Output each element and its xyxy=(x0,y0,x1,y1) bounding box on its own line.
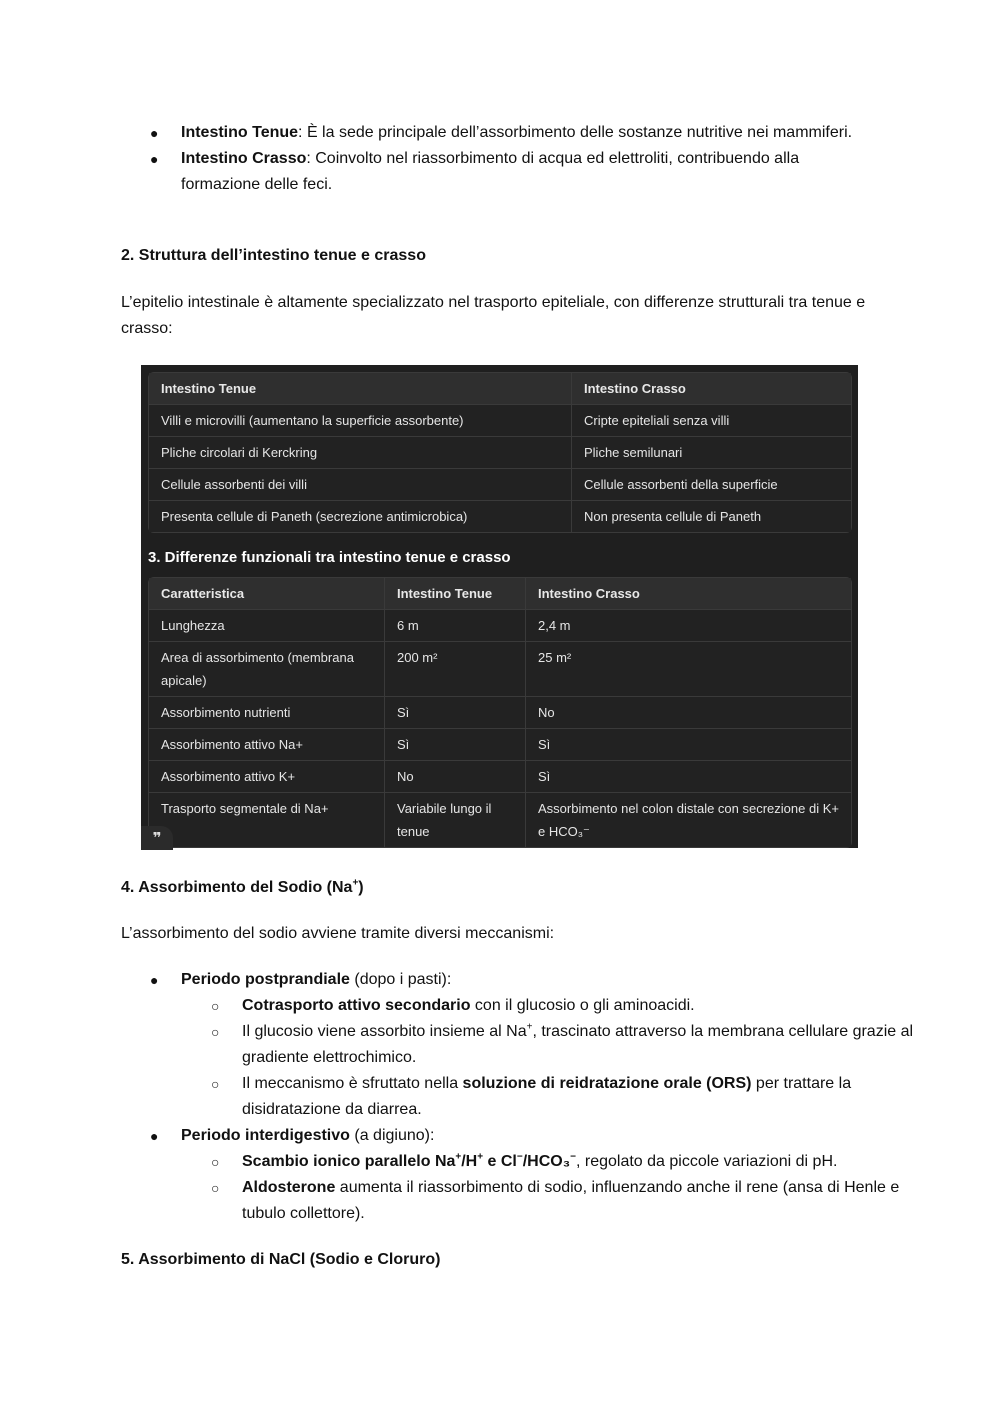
bullet-text: Il glucosio viene assorbito insieme al Na xyxy=(242,1023,527,1040)
intro-bullet-list xyxy=(150,120,880,198)
table-cell: Sì xyxy=(384,729,525,761)
term-intestino-tenue: Intestino Tenue xyxy=(181,124,299,141)
table-cell: Assorbimento nel colon distale con secrezione di K+ e HCO₃⁻ xyxy=(525,793,851,847)
superscript: + xyxy=(526,1021,533,1033)
table-row xyxy=(149,437,851,469)
sodium-mechanisms-list xyxy=(150,967,880,993)
section-4-paragraph: L’assorbimento del sodio avviene tramite diversi meccanismi: xyxy=(121,925,555,942)
list-item xyxy=(150,146,880,198)
list-item xyxy=(211,1175,941,1227)
column-header: Caratteristica xyxy=(149,578,384,610)
table-cell: Area di assorbimento (membrana apicale) xyxy=(149,642,384,697)
table-cell: 6 m xyxy=(384,610,525,642)
table-cell: Sì xyxy=(525,761,851,793)
list-item xyxy=(150,967,880,993)
term-intestino-crasso: Intestino Crasso xyxy=(181,150,307,167)
column-header: Intestino Tenue xyxy=(149,373,571,405)
bullet-text: , trascinato attraverso la membrana cellulare grazie al gradiente elettrochimico. xyxy=(242,1023,914,1066)
interdigestive-list xyxy=(150,1123,880,1149)
superscript: + xyxy=(477,1151,484,1163)
bullet-text: Il meccanismo è sfruttato nella xyxy=(242,1075,463,1092)
bullet-text: (a digiuno): xyxy=(349,1127,435,1144)
bullet-text: aumenta il riassorbimento di sodio, influenzando anche il rene (ansa di Henle e tubulo collettore). xyxy=(242,1179,900,1222)
heading-text: 4. Assorbimento del Sodio (Na xyxy=(121,879,353,896)
table-cell: Villi e microvilli (aumentano la superficie assorbente) xyxy=(149,405,571,437)
table-cell: No xyxy=(384,761,525,793)
table-row xyxy=(149,610,851,642)
structure-table xyxy=(148,372,852,533)
table-cell: Presenta cellule di Paneth (secrezione antimicrobica) xyxy=(149,501,571,532)
bullet-text: , regolato da piccole variazioni di pH. xyxy=(575,1153,838,1170)
table-row xyxy=(149,697,851,729)
table-cell: Pliche semilunari xyxy=(571,437,851,469)
list-item xyxy=(150,1123,880,1149)
list-item xyxy=(211,1071,941,1123)
table-cell: Trasporto segmentale di Na+ xyxy=(149,793,384,847)
table-cell: Cripte epiteliali senza villi xyxy=(571,405,851,437)
postprandial-sublist xyxy=(150,993,941,1123)
section-4-heading xyxy=(121,876,364,900)
bullet-text: con il glucosio o gli aminoacidi. xyxy=(470,997,695,1014)
bullet-text: : È la sede principale dell’assorbimento delle sostanze nutritive nei mammiferi. xyxy=(298,124,853,141)
section-2-heading: 2. Struttura dell’intestino tenue e crasso xyxy=(121,247,426,264)
table-cell: Assorbimento attivo Na+ xyxy=(149,729,384,761)
functional-differences-table xyxy=(148,577,852,848)
section-3-heading: 3. Differenze funzionali tra intestino tenue e crasso xyxy=(148,549,511,566)
column-header: Intestino Tenue xyxy=(384,578,525,610)
bold-text: /HCO₃ xyxy=(522,1153,571,1170)
bold-term: soluzione di reidratazione orale (ORS) xyxy=(462,1075,752,1092)
bold-text: e Cl xyxy=(483,1153,517,1170)
table-cell: Assorbimento attivo K+ xyxy=(149,761,384,793)
heading-text: ) xyxy=(358,879,364,896)
superscript: + xyxy=(352,877,359,889)
superscript: − xyxy=(570,1151,576,1163)
table-cell: 200 m² xyxy=(384,642,525,697)
table-row xyxy=(149,729,851,761)
term-postprandial: Periodo postprandiale xyxy=(181,971,350,988)
table-cell: 25 m² xyxy=(525,642,851,697)
bold-term: Aldosterone xyxy=(242,1179,336,1196)
table-cell: Pliche circolari di Kerckring xyxy=(149,437,571,469)
bullet-text: (dopo i pasti): xyxy=(349,971,452,988)
interdigestive-sublist xyxy=(150,1149,941,1227)
term-interdigestive: Periodo interdigestivo xyxy=(181,1127,350,1144)
list-item xyxy=(150,120,880,146)
list-item xyxy=(211,1019,941,1071)
column-header: Intestino Crasso xyxy=(571,373,851,405)
table-cell: Sì xyxy=(384,697,525,729)
table-row xyxy=(149,793,851,847)
table-cell: 2,4 m xyxy=(525,610,851,642)
table-cell: Cellule assorbenti della superficie xyxy=(571,469,851,501)
table-cell: Assorbimento nutrienti xyxy=(149,697,384,729)
table-cell: Cellule assorbenti dei villi xyxy=(149,469,571,501)
table-cell: Non presenta cellule di Paneth xyxy=(571,501,851,532)
table-cell: Sì xyxy=(525,729,851,761)
section-5-heading: 5. Assorbimento di NaCl (Sodio e Cloruro) xyxy=(121,1251,441,1268)
table-row xyxy=(149,405,851,437)
list-item xyxy=(211,1149,941,1175)
table-row xyxy=(149,642,851,697)
bold-text: /H xyxy=(461,1153,478,1170)
superscript: + xyxy=(455,1151,462,1163)
table-header-row xyxy=(149,373,851,405)
bold-term: Cotrasporto attivo secondario xyxy=(242,997,471,1014)
table-cell: No xyxy=(525,697,851,729)
column-header: Intestino Crasso xyxy=(525,578,851,610)
section-2-paragraph: L’epitelio intestinale è altamente specializzato nel trasporto epiteliale, con differenze strutturali tra tenue e crasso: xyxy=(121,294,866,337)
table-row xyxy=(149,469,851,501)
embedded-tables-screenshot xyxy=(141,365,858,848)
table-row xyxy=(149,501,851,532)
bold-term xyxy=(242,1153,576,1170)
table-cell: Lunghezza xyxy=(149,610,384,642)
bullet-text: : Coinvolto nel riassorbimento di acqua ed elettroliti, contribuendo alla formazione delle feci. xyxy=(181,150,800,193)
quote-icon: ❞ xyxy=(141,826,173,850)
table-row xyxy=(149,761,851,793)
list-item xyxy=(211,993,941,1019)
bold-text: Scambio ionico parallelo Na xyxy=(242,1153,456,1170)
bullet-text: per trattare la disidratazione da diarrea. xyxy=(242,1075,852,1118)
table-header-row xyxy=(149,578,851,610)
table-cell: Variabile lungo il tenue xyxy=(384,793,525,847)
superscript: − xyxy=(516,1151,523,1163)
